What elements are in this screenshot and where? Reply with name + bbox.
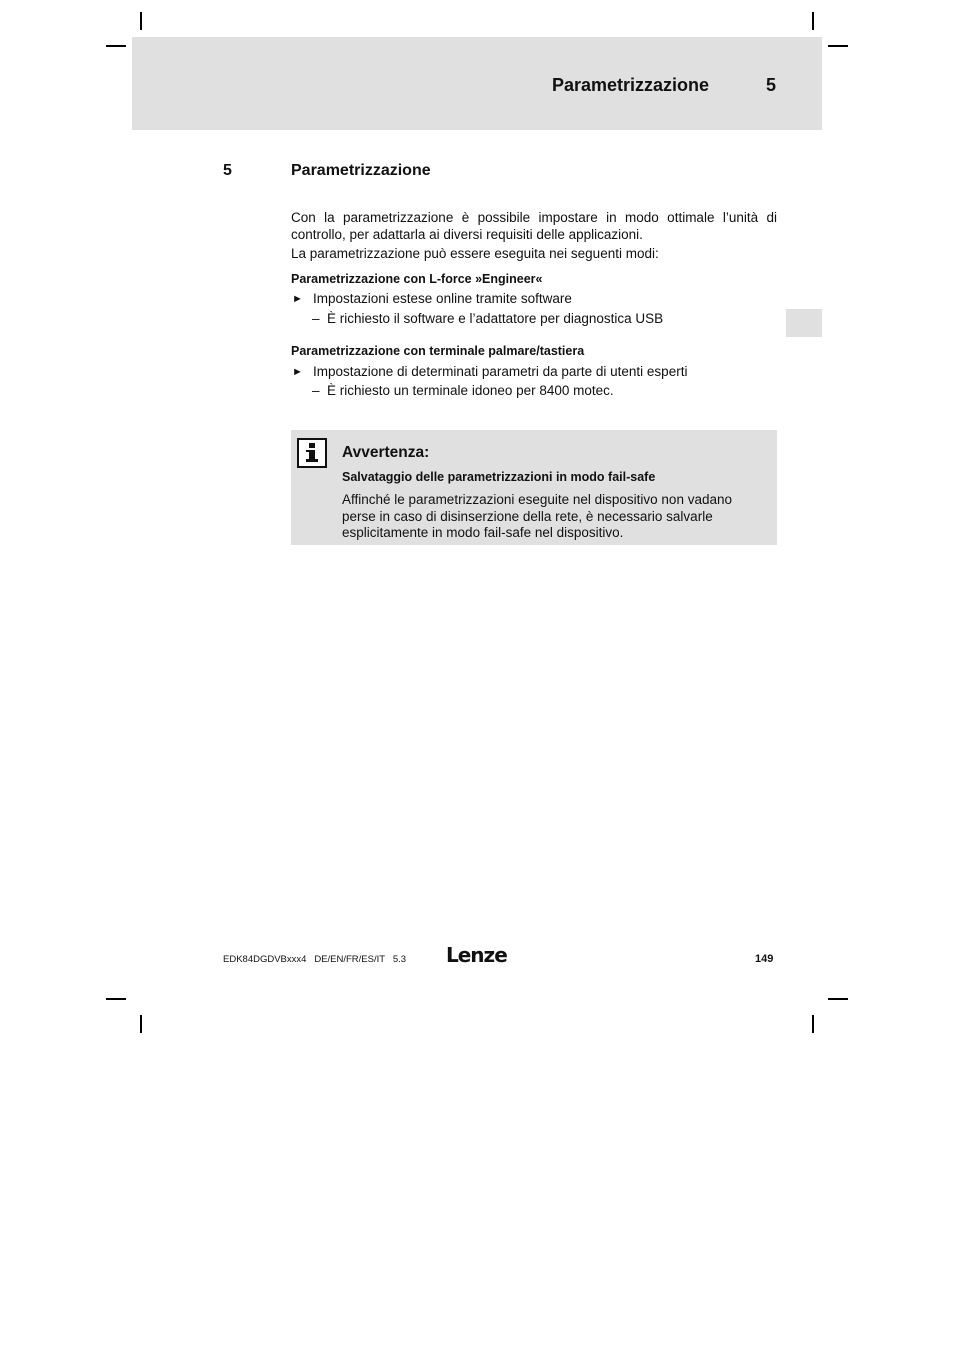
crop-mark: [106, 45, 126, 47]
bullet-text: Impostazione di determinati parametri da parte di utenti esperti: [313, 363, 688, 379]
lenze-logo: Lenze: [446, 943, 507, 967]
crop-mark: [140, 1015, 142, 1033]
bullet-arrow-icon: ►: [292, 365, 303, 378]
bullet-item: [291, 291, 777, 308]
note-title: Avvertenza:: [342, 444, 430, 461]
chapter-tab-marker: [786, 309, 822, 337]
crop-mark: [828, 45, 848, 47]
intro-paragraph: Con la parametrizzazione è possibile impostare in modo ottimale l’unità di controllo, per adattarla ai diversi requisiti delle applicazioni.: [291, 210, 777, 242]
note-body: Affinché le parametrizzazioni eseguite nel dispositivo non vadano perse in caso di disinserzione della rete, è necessario salvarle esplicitamente in modo fail-safe nel dispositivo.: [342, 492, 732, 540]
header-band: [132, 37, 822, 130]
note-subtitle: Salvataggio delle parametrizzazioni in modo fail-safe: [342, 470, 656, 484]
section-title: Parametrizzazione: [291, 162, 431, 179]
dash-text: È richiesto il software e l’adattatore per diagnostica USB: [327, 310, 664, 326]
dash-text: È richiesto un terminale idoneo per 8400 motec.: [327, 383, 614, 398]
header-title: Parametrizzazione: [552, 75, 710, 95]
note-box: [291, 430, 777, 545]
crop-mark: [812, 12, 814, 30]
section-number: 5: [223, 162, 232, 179]
info-icon: [297, 438, 327, 468]
bullet-arrow-icon: ►: [292, 293, 303, 305]
dash-icon: –: [312, 310, 320, 326]
dash-item: [291, 311, 777, 328]
crop-mark: [812, 1015, 814, 1033]
bullet-item: [291, 364, 777, 381]
intro-paragraph-2: La parametrizzazione può essere eseguita nei seguenti modi:: [291, 246, 659, 261]
dash-icon: –: [312, 383, 320, 398]
dash-item: [291, 383, 777, 400]
method-heading: Parametrizzazione con terminale palmare/tastiera: [291, 344, 585, 358]
page-number: 149: [755, 953, 774, 965]
header-chapter-number: 5: [766, 75, 777, 95]
crop-mark: [828, 998, 848, 1000]
crop-mark: [140, 12, 142, 30]
bullet-text: Impostazioni estese online tramite software: [313, 291, 572, 306]
section-content: [291, 210, 777, 400]
crop-mark: [106, 998, 126, 1000]
document-id: EDK84DGDVBxxx4 DE/EN/FR/ES/IT 5.3: [223, 954, 407, 965]
method-heading: Parametrizzazione con L-force »Engineer«: [291, 271, 543, 286]
